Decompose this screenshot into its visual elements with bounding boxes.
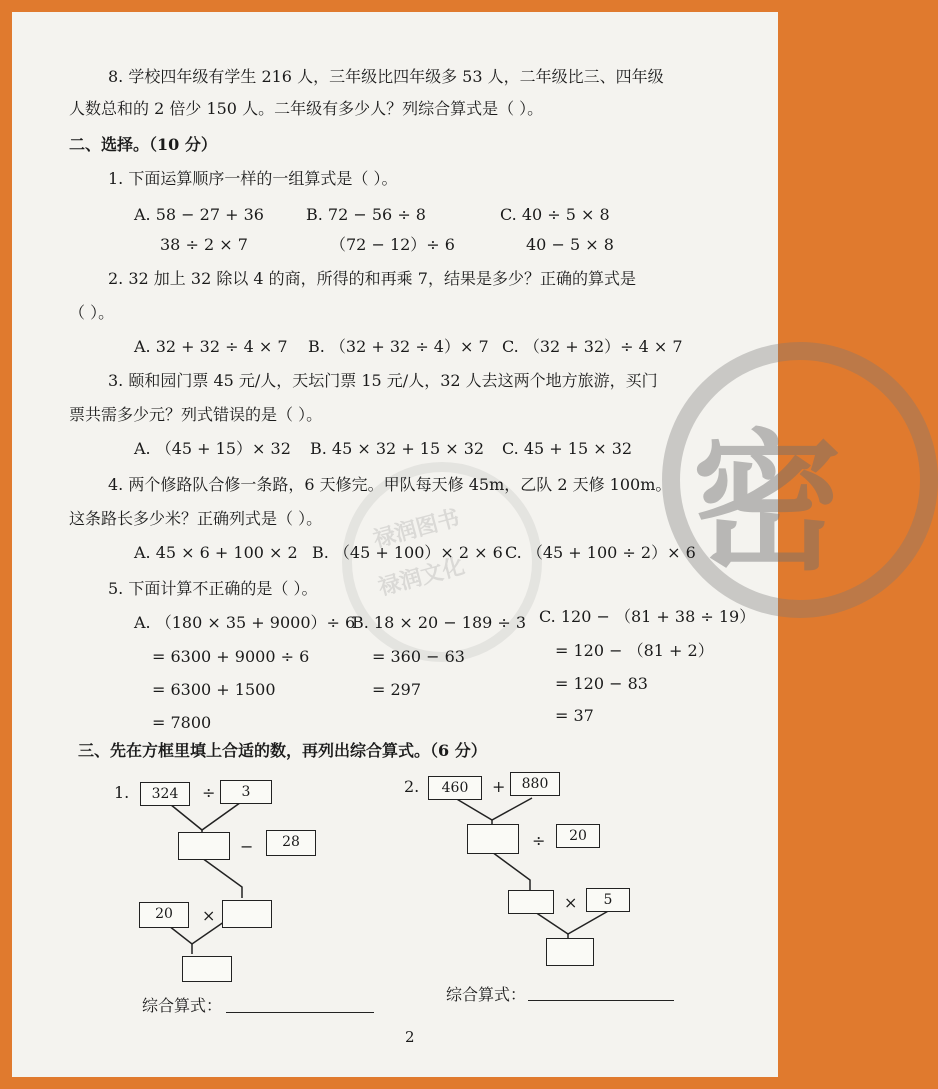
diagram-connectors (12, 12, 778, 1077)
diagram2-box-mid-left[interactable] (467, 824, 519, 854)
q4-stem-1: 4. 两个修路队合修一条路，6 天修完。甲队每天修 45m，乙队 2 天修 100m。 (108, 475, 672, 494)
q5-option-b-3: = 297 (372, 680, 422, 699)
diagram1-box-top-left: 324 (140, 782, 190, 806)
q1-option-b-1: B. 72 − 56 ÷ 8 (306, 205, 426, 224)
q1-option-a-2: 38 ÷ 2 × 7 (160, 235, 248, 254)
q2-option-b: B. （32 + 32 ÷ 4）× 7 (308, 337, 489, 356)
diagram1-op-divide: ÷ (202, 783, 216, 802)
exam-page (12, 12, 843, 1077)
q1-option-c-2: 40 − 5 × 8 (526, 235, 614, 254)
q8-line2: 人数总和的 2 倍少 150 人。二年级有多少人？列综合算式是（ ）。 (69, 99, 544, 118)
diagram1-op-minus: − (240, 837, 254, 856)
q3-stem-2: 票共需多少元？列式错误的是（ ）。 (69, 405, 323, 424)
q3-option-b: B. 45 × 32 + 15 × 32 (310, 439, 485, 458)
q5-option-a-4: = 7800 (152, 713, 212, 732)
diagram2-number: 2. (404, 777, 420, 796)
q3-option-c: C. 45 + 15 × 32 (502, 439, 633, 458)
diagram2-op-multiply: × (564, 893, 578, 912)
q5-option-c-1: C. 120 − （81 + 38 ÷ 19） (539, 607, 756, 626)
q3-option-a: A. （45 + 15）× 32 (134, 439, 291, 458)
page-number: 2 (405, 1028, 415, 1046)
q4-option-a: A. 45 × 6 + 100 × 2 (134, 543, 298, 562)
q5-option-b-2: = 360 − 63 (372, 647, 465, 666)
q2-option-a: A. 32 + 32 ÷ 4 × 7 (134, 337, 288, 356)
watermark-text-2: 禄润文化 (375, 553, 468, 601)
q1-option-c-1: C. 40 ÷ 5 × 8 (500, 205, 610, 224)
q1-option-a-1: A. 58 − 27 + 36 (134, 205, 264, 224)
diagram1-box-bottom-left: 20 (139, 902, 189, 928)
q5-option-c-2: = 120 − （81 + 2） (555, 641, 714, 660)
section2-title: 二、选择。（10 分） (69, 135, 217, 154)
q2-stem-2: （ ）。 (69, 303, 115, 322)
diagram2-formula-answer-line[interactable] (528, 1000, 674, 1001)
diagram1-box-result[interactable] (182, 956, 232, 982)
diagram2-formula-label: 综合算式： (446, 985, 527, 1004)
q5-option-a-1: A. （180 × 35 + 9000）÷ 6 (134, 613, 356, 632)
q1-stem: 1. 下面运算顺序一样的一组算式是（ ）。 (108, 169, 398, 188)
diagram2-box-bottom-left[interactable] (508, 890, 554, 914)
diagram1-formula-label: 综合算式： (142, 996, 223, 1015)
diagram2-box-bottom-right: 5 (586, 888, 630, 912)
stamp-mark: 密 (692, 415, 843, 591)
diagram2-op-divide: ÷ (532, 831, 546, 850)
q5-stem: 5. 下面计算不正确的是（ ）。 (108, 579, 318, 598)
q8-line1: 8. 学校四年级有学生 216 人，三年级比四年级多 53 人，二年级比三、四年级 (108, 67, 664, 86)
diagram2-box-mid-right: 20 (556, 824, 600, 848)
q1-option-b-2: （72 − 12）÷ 6 (330, 235, 455, 254)
q5-option-c-4: = 37 (555, 706, 594, 725)
q2-stem-1: 2. 32 加上 32 除以 4 的商，所得的和再乘 7，结果是多少？正确的算式是 (108, 269, 636, 288)
diagram1-box-top-right: 3 (220, 780, 272, 804)
q4-option-c: C. （45 + 100 ÷ 2）× 6 (505, 543, 696, 562)
q5-option-c-3: = 120 − 83 (555, 674, 648, 693)
diagram2-box-top-left: 460 (428, 776, 482, 800)
q5-option-a-3: = 6300 + 1500 (152, 680, 276, 699)
diagram1-formula-answer-line[interactable] (226, 1012, 374, 1013)
diagram2-box-result[interactable] (546, 938, 594, 966)
q2-option-c: C. （32 + 32）÷ 4 × 7 (502, 337, 683, 356)
diagram1-box-bottom-right[interactable] (222, 900, 272, 928)
diagram1-number: 1. (114, 783, 130, 802)
q4-stem-2: 这条路长多少米？正确列式是（ ）。 (69, 509, 323, 528)
diagram2-box-top-right: 880 (510, 772, 560, 796)
q5-option-a-2: = 6300 + 9000 ÷ 6 (152, 647, 310, 666)
diagram1-op-multiply: × (202, 906, 216, 925)
watermark-text-1: 禄润图书 (370, 505, 463, 553)
diagram1-box-mid-left[interactable] (178, 832, 230, 860)
q5-option-b-1: B. 18 × 20 − 189 ÷ 3 (352, 613, 527, 632)
diagram1-box-mid-right: 28 (266, 830, 316, 856)
q4-option-b: B. （45 + 100）× 2 × 6 (312, 543, 503, 562)
diagram2-op-plus: + (492, 777, 506, 796)
q3-stem-1: 3. 颐和园门票 45 元/人，天坛门票 15 元/人，32 人去这两个地方旅游，买门 (108, 371, 658, 390)
section3-title: 三、先在方框里填上合适的数，再列出综合算式。（6 分） (78, 741, 487, 760)
